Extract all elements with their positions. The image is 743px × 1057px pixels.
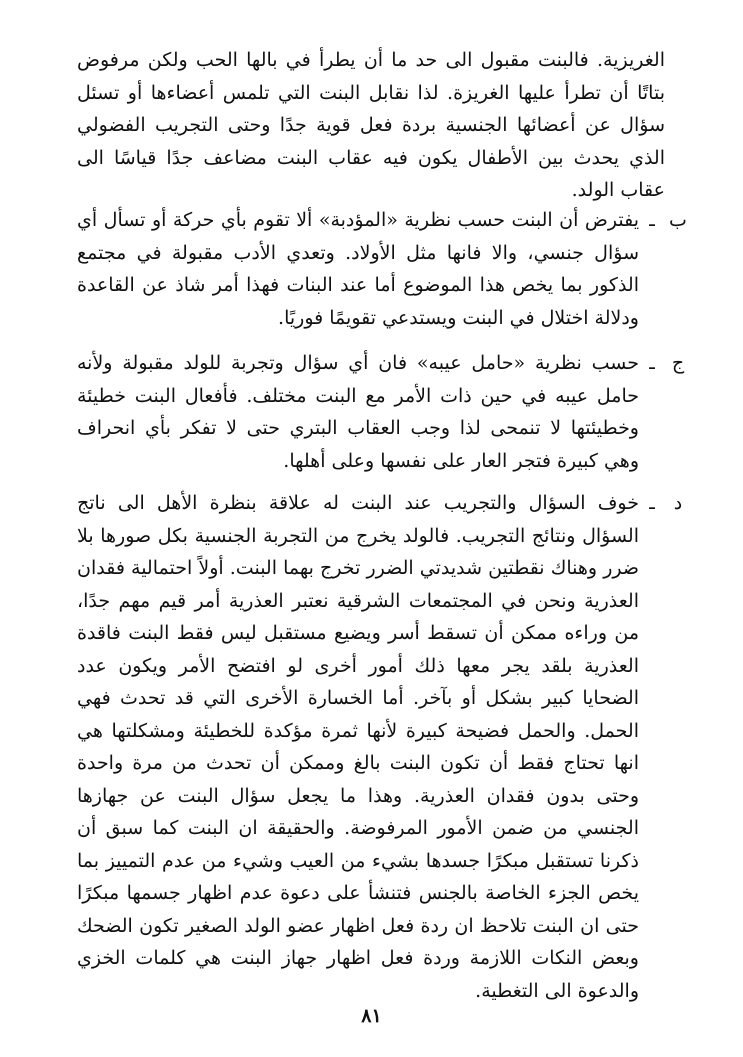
list-item-letter: د [673, 492, 683, 514]
intro-paragraph: الغريزية. فالبنت مقبول الى حد ما أن يطرأ في بالها الحب ولكن مرفوض بتاتًا أن تطرأ عليها الغريزة. لذا نقابل البنت التي تلمس أعضاءها أو تسئل سؤال عن أعضائها الجنسية بردة فعل قوية جدًا وحتى التجريب الفضولي الذي يحدث بين الأطفال يكون فيه عقاب البنت مضاعف جدًا قياسًا الى عقاب الولد. [77, 49, 665, 201]
page-number: ٨١ [361, 1005, 382, 1027]
list-item-dash: ـ [649, 352, 655, 374]
list-item-text: حسب نظرية «حامل عيبه» فان أي سؤال وتجربة للولد مقبولة ولأنه حامل عيبه في حين ذات الأمر مع البنت مختلف. فأفعال البنت خطيئة وخطيئتها لا تنمحى لذا وجب العقاب البتري حتى لا تفكر بأي انحراف وهي كبيرة فتجر العار على نفسها وعلى أهلها. [77, 352, 639, 472]
list-item-letter: ج [671, 352, 685, 374]
list-item-dash: ـ [649, 209, 655, 231]
list-item-text: خوف السؤال والتجريب عند البنت له علاقة بنظرة الأهل الى ناتج السؤال ونتائج التجريب. فالولد يخرج من التجربة الجنسية بكل صورها بلا ضرر وهناك نقطتين شديدتي الضرر تخرج بهما البنت. أولاً احتمالية فقدان العذرية ونحن في المجتمعات الشرقية نعتبر العذرية أمر قيم مهم جدًا، من وراءه ممكن أن تسقط أسر ويضيع مستقبل ليس فقط البنت فاقدة العذرية بلقد يجر معها ذلك أمور أخرى لو افتضح الأمر ويكون عدد الضحايا كبير بشكل أو بآخر. أما الخسارة الأخرى التي قد تحدث فهي الحمل. والحمل فضيحة كبيرة لأنها ثمرة مؤكدة للخطيئة ومشكلتها هي انها تحتاج فقط أن تكون البنت بالغ وممكن أن تحدث من مرة واحدة وحتى بدون فقدان العذرية. وهذا ما يجعل سؤال البنت عن جهازها الجنسي من ضمن الأمور المرفوضة. والحقيقة ان البنت كما سبق أن ذكرنا تستقبل مبكرًا جسدها بشيء من العيب وشيء من عدم التمييز بما يخص الجزء الخاصة بالجنس فتنشأ على دعوة عدم اظهار جسمها مبكرًا حتى ان البنت تلاحظ ان ردة فعل اظهار عضو الولد الصغير تكون الضحك وبعض النكات اللازمة وردة فعل اظهار جهاز البنت هي كلمات الخزي والدعوة الى التغطية. [77, 492, 639, 1002]
list-item-dash: ـ [649, 492, 655, 514]
list-item-text: يفترض أن البنت حسب نظرية «المؤدبة» ألا تقوم بأي حركة أو تسأل أي سؤال جنسي، والا فانها مثل الأولاد. وتعدي الأدب مقبولة في مجتمع الذكور بما يخص هذا الموضوع أما عند البنات فهذا أمر شاذ عن القاعدة ودلالة اختلال في البنت ويستدعي تقويمًا فوريًا. [77, 209, 639, 329]
list-item-letter: ب [669, 209, 687, 231]
